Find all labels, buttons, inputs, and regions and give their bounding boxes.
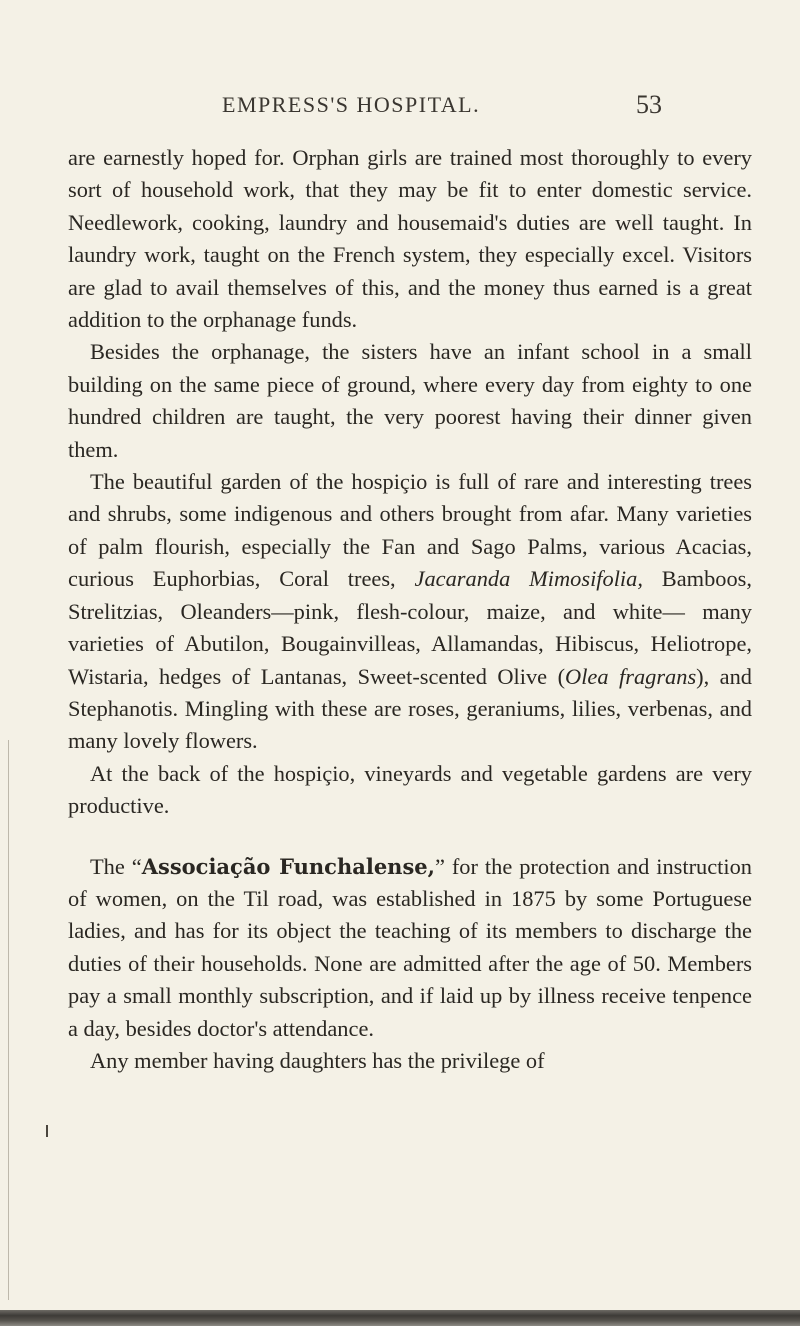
scan-margin-mark bbox=[46, 1125, 48, 1137]
scan-margin-line bbox=[8, 740, 9, 1300]
page-number: 53 bbox=[636, 90, 662, 119]
garden-italic-jacaranda: Jacaranda Mimosifolia, bbox=[414, 566, 643, 592]
garden-text-a: The beautiful garden of the hospiçio is full of rare and interesting trees and shrubs, some indigenous and others brought from afar. Many varieties of palm flourish, especially the Fan and Sago Palms, various Acacias, curious Euphorbias, Coral trees, bbox=[68, 469, 752, 592]
page-header bbox=[0, 92, 800, 132]
garden-italic-olea: Olea fragrans bbox=[565, 663, 697, 689]
paragraph-infant-school: Besides the orphanage, the sisters have an infant school in a small building on the same piece of ground, where every day from eighty to one hundred children are taught, the very poorest having their dinner given them. bbox=[68, 339, 752, 462]
paragraph-vineyards: At the back of the hospiçio, vineyards and vegetable gardens are very productive. bbox=[68, 760, 752, 819]
garden-text-c: ), and Stephanotis. Mingling with these are roses, geraniums, lilies, verbenas, and many lovely flowers. bbox=[68, 663, 752, 754]
paragraph-orphanage-training: are earnestly hoped for. Orphan girls are trained most thoroughly to every sort of household work, that they may be fit to enter domestic service. Needlework, cooking, laundry and housemaid's duties are well taught. In laundry work, taught on the French system, they especially excel. Visitors are glad to avail themselves of this, and the money thus earned is a great addition to the orphanage funds. bbox=[68, 145, 752, 333]
garden-text-b: Bamboos, Strelitzias, Oleanders—pink, flesh-colour, maize, and white— many varieties of Abutilon, Bougainvilleas, Allamandas, Hibiscus, Heliotrope, Wistaria, hedges of Lantanas, Sweet-scented Olive ( bbox=[68, 566, 752, 689]
body-text bbox=[68, 142, 752, 1077]
paragraph-associacao bbox=[68, 851, 752, 1045]
associacao-text-a: The “ bbox=[90, 853, 142, 879]
paragraph-garden bbox=[68, 466, 752, 758]
associacao-text-b: ” for the protection and instruction of women, on the Til road, was established in 1875 by some Portuguese ladies, and has for its object the teaching of its members to discharge the duties of their households. None are admitted after the age of 50. Members pay a small monthly subscription, and if laid up by illness receive tenpence a day, besides doctor's attendance. bbox=[68, 853, 753, 1041]
running-head: EMPRESS'S HOSPITAL. bbox=[222, 92, 481, 117]
paragraph-member-daughters: Any member having daughters has the privilege of bbox=[90, 1047, 545, 1073]
associacao-name: Associação Funchalense, bbox=[141, 853, 435, 879]
scan-bottom-edge bbox=[0, 1310, 800, 1326]
